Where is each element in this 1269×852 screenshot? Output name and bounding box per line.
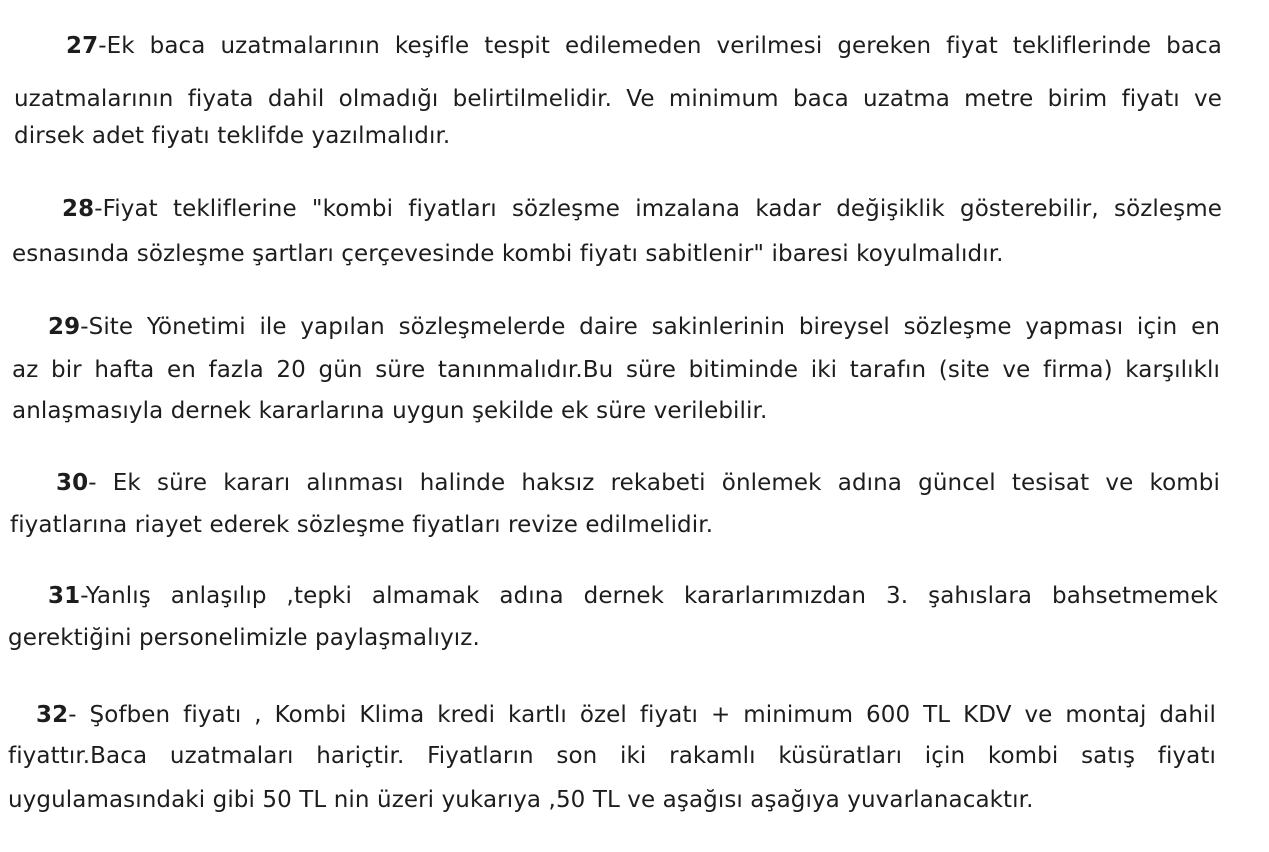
article-27-text-1: -Ek baca uzatmalarının keşifle tespit edilemeden verilmesi gereken fiyat tekliflerinde baca	[98, 33, 1222, 59]
article-29-line-1	[48, 312, 1220, 342]
article-30-line-2: fiyatlarına riayet ederek sözleşme fiyatları revize edilmelidir.	[10, 512, 714, 538]
article-28-text-1: -Fiyat tekliflerine "kombi fiyatları sözleşme imzalana kadar değişiklik gösterebilir, sözleşme	[94, 196, 1222, 222]
article-29-line-3: anlaşmasıyla dernek kararlarına uygun şekilde ek süre verilebilir.	[12, 398, 768, 424]
article-29-number: 29	[48, 314, 81, 340]
article-28-number: 28	[62, 196, 95, 222]
article-30-text-1: - Ek süre kararı alınması halinde haksız rekabeti önlemek adına güncel tesisat ve kombi	[88, 470, 1220, 496]
article-31-line-2: gerektiğini personelimizle paylaşmalıyız.	[8, 625, 480, 651]
article-29-text-1: -Site Yönetimi ile yapılan sözleşmelerde daire sakinlerinin bireysel sözleşme yapması için en	[80, 314, 1220, 340]
article-28-line-2: esnasında sözleşme şartları çerçevesinde kombi fiyatı sabitlenir" ibaresi koyulmalıdır.	[12, 241, 1004, 267]
article-32-line-3: uygulamasındaki gibi 50 TL nin üzeri yukarıya ,50 TL ve aşağısı aşağıya yuvarlanacaktır.	[8, 787, 1034, 813]
article-32-line-1	[36, 700, 1216, 730]
article-32-line-2: fiyattır.Baca uzatmaları hariçtir. Fiyatların son iki rakamlı küsüratları için kombi satış fiyatı	[8, 743, 1216, 769]
article-28-line-1	[62, 194, 1222, 224]
article-27-line-2: uzatmalarının fiyata dahil olmadığı belirtilmelidir. Ve minimum baca uzatma metre birim fiyatı ve	[14, 86, 1222, 112]
article-29-line-2: az bir hafta en fazla 20 gün süre tanınmalıdır.Bu süre bitiminde iki tarafın (site ve firma) karşılıklı	[12, 357, 1220, 383]
article-27-line-3: dirsek adet fiyatı teklifde yazılmalıdır.	[14, 123, 451, 149]
article-31-number: 31	[48, 583, 81, 609]
article-30-number: 30	[56, 470, 89, 496]
article-27-line-1	[66, 31, 1222, 61]
article-31-text-1: -Yanlış anlaşılıp ,tepki almamak adına dernek kararlarımızdan 3. şahıslara bahsetmemek	[80, 583, 1218, 609]
article-27-number: 27	[66, 33, 99, 59]
article-32-text-1: - Şofben fiyatı , Kombi Klima kredi kartlı özel fiyatı + minimum 600 TL KDV ve montaj dahil	[68, 702, 1216, 728]
article-31-line-1	[48, 581, 1218, 611]
article-32-number: 32	[36, 702, 69, 728]
article-30-line-1	[56, 468, 1220, 498]
